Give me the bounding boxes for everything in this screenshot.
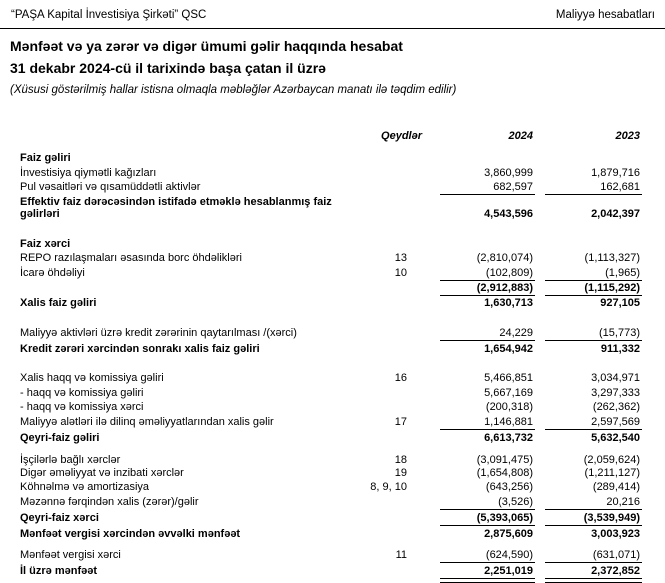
column-header-2023: 2023 [615,130,640,142]
double-underline [545,578,642,583]
underline [440,194,535,195]
value-2023: (289,414) [592,481,640,493]
value-2023: 1,879,716 [591,167,640,179]
value-2024: 1,146,881 [484,416,533,428]
underline [440,280,535,281]
underline [440,509,535,510]
page-header [0,0,665,29]
row-label: Maliyyə aktivləri üzrə kredit zərərinin qaytarılması /(xərci) [20,327,297,339]
value-2023: (15,773) [599,327,640,339]
underline [545,280,642,281]
value-2024: 6,613,732 [484,432,533,444]
underline [440,562,535,563]
note-ref: 19 [394,467,407,479]
value-2024: 4,543,596 [484,208,533,220]
note-ref: 10 [394,267,407,279]
value-2023: (3,539,949) [583,512,640,524]
section-name: Maliyyə hesabatları [555,9,655,21]
value-2024: (643,256) [485,481,533,493]
row-label: Xalis haqq və komissiya gəliri [20,372,164,384]
note-ref: 13 [394,252,407,264]
value-2023: 3,034,971 [591,372,640,384]
value-2024: 1,654,942 [484,343,533,355]
row-label: İcarə öhdəliyi [20,267,85,279]
value-2023: 20,216 [606,496,640,508]
value-2024: (3,526) [498,496,533,508]
row-label: Pul vəsaitləri və qısamüddətli aktivlər [20,181,201,193]
row-label: Xalis faiz gəliri [20,297,97,309]
row-label: Mənfəət vergisi xərci [20,549,121,561]
underline [545,295,642,296]
statement-period: 31 dekabr 2024-cü il tarixində başa çatan il üzrə [10,60,326,76]
row-label: Qeyri-faiz gəliri [20,432,100,444]
underline [545,509,642,510]
value-2023: (1,115,292) [584,282,640,294]
underline [545,194,642,195]
row-label: İl üzrə mənfəət [20,565,98,577]
value-2024: (2,912,883) [476,282,533,294]
value-2024: 1,630,713 [484,297,533,309]
underline [545,525,642,526]
value-2023: 5,632,540 [591,432,640,444]
row-label: İnvestisiya qiymətli kağızları [20,167,157,179]
row-label: - haqq və komissiya xərci [20,401,144,413]
row-label: Digər əməliyyat və inzibati xərclər [20,467,184,479]
value-2023: 3,297,333 [591,387,640,399]
row-label: Məzənnə fərqindən xalis (zərər)/gəlir [20,496,199,508]
row-label: Maliyyə alətləri ilə dilinq əməliyyatlarından xalis gəlir [20,416,274,428]
value-2023: (631,071) [592,549,640,561]
value-2024: 2,875,609 [484,528,533,540]
value-2024: 5,667,169 [484,387,533,399]
value-2023: 911,332 [600,343,640,355]
underline [545,340,642,341]
underline [545,429,642,430]
row-label: Effektiv faiz dərəcəsindən istifadə etməklə hesablanmış faiz gəlirləri [20,196,332,220]
row-label: Qeyri-faiz xərci [20,512,99,524]
underline [440,340,535,341]
value-2023: 162,681 [600,181,640,193]
row-label: Kredit zərəri xərcindən sonrakı xalis faiz gəliri [20,343,260,355]
row-label: - haqq və komissiya gəliri [20,387,144,399]
value-2024: 5,466,851 [484,372,533,384]
underline [440,295,535,296]
note-ref: 11 [395,549,407,561]
value-2024: (3,091,475) [476,454,533,466]
value-2024: (1,654,808) [476,467,533,479]
value-2023: (1,965) [605,267,640,279]
underline [440,429,535,430]
column-header-2024: 2024 [508,130,533,142]
row-label: Mənfəət vergisi xərcindən əvvəlki mənfəət [20,528,241,540]
underline [440,525,535,526]
company-name: “PAŞA Kapital İnvestisiya Şirkəti” QSC [11,9,207,21]
statement-subtitle: (Xüsusi göstərilmiş hallar istisna olmaqla məbləğlər Azərbaycan manatı ilə təqdim edilir) [10,84,457,96]
note-ref: 17 [394,416,407,428]
value-2024: 24,229 [499,327,533,339]
row-label: Faiz xərci [20,238,71,250]
value-2023: 927,105 [600,297,640,309]
value-2024: (102,809) [485,267,533,279]
note-ref: 16 [394,372,407,384]
value-2023: (262,362) [592,401,640,413]
double-underline [440,578,535,583]
value-2024: (2,810,074) [476,252,533,264]
column-header-notes: Qeydlər [381,130,422,142]
row-label: Faiz gəliri [20,152,71,164]
value-2024: 2,251,019 [484,565,533,577]
value-2024: 3,860,999 [484,167,533,179]
value-2023: (2,059,624) [583,454,640,466]
value-2024: (5,393,065) [476,512,533,524]
value-2024: (200,318) [485,401,533,413]
value-2023: 2,372,852 [591,565,640,577]
value-2024: (624,590) [485,549,533,561]
value-2023: 3,003,923 [591,528,640,540]
row-label: İşçilərlə bağlı xərclər [20,454,121,466]
statement-title: Mənfəət və ya zərər və digər ümumi gəlir haqqında hesabat [10,38,403,54]
value-2023: 2,042,397 [591,208,640,220]
value-2023: (1,113,327) [584,252,640,264]
row-label: Köhnəlmə və amortizasiya [20,481,150,493]
value-2024: 682,597 [493,181,533,193]
value-2023: (1,211,127) [584,467,640,479]
row-label: REPO razılaşmaları əsasında borc öhdəlikləri [20,252,242,264]
note-ref: 18 [394,454,407,466]
note-ref: 8, 9, 10 [370,481,407,493]
value-2023: 2,597,569 [591,416,640,428]
underline [545,562,642,563]
